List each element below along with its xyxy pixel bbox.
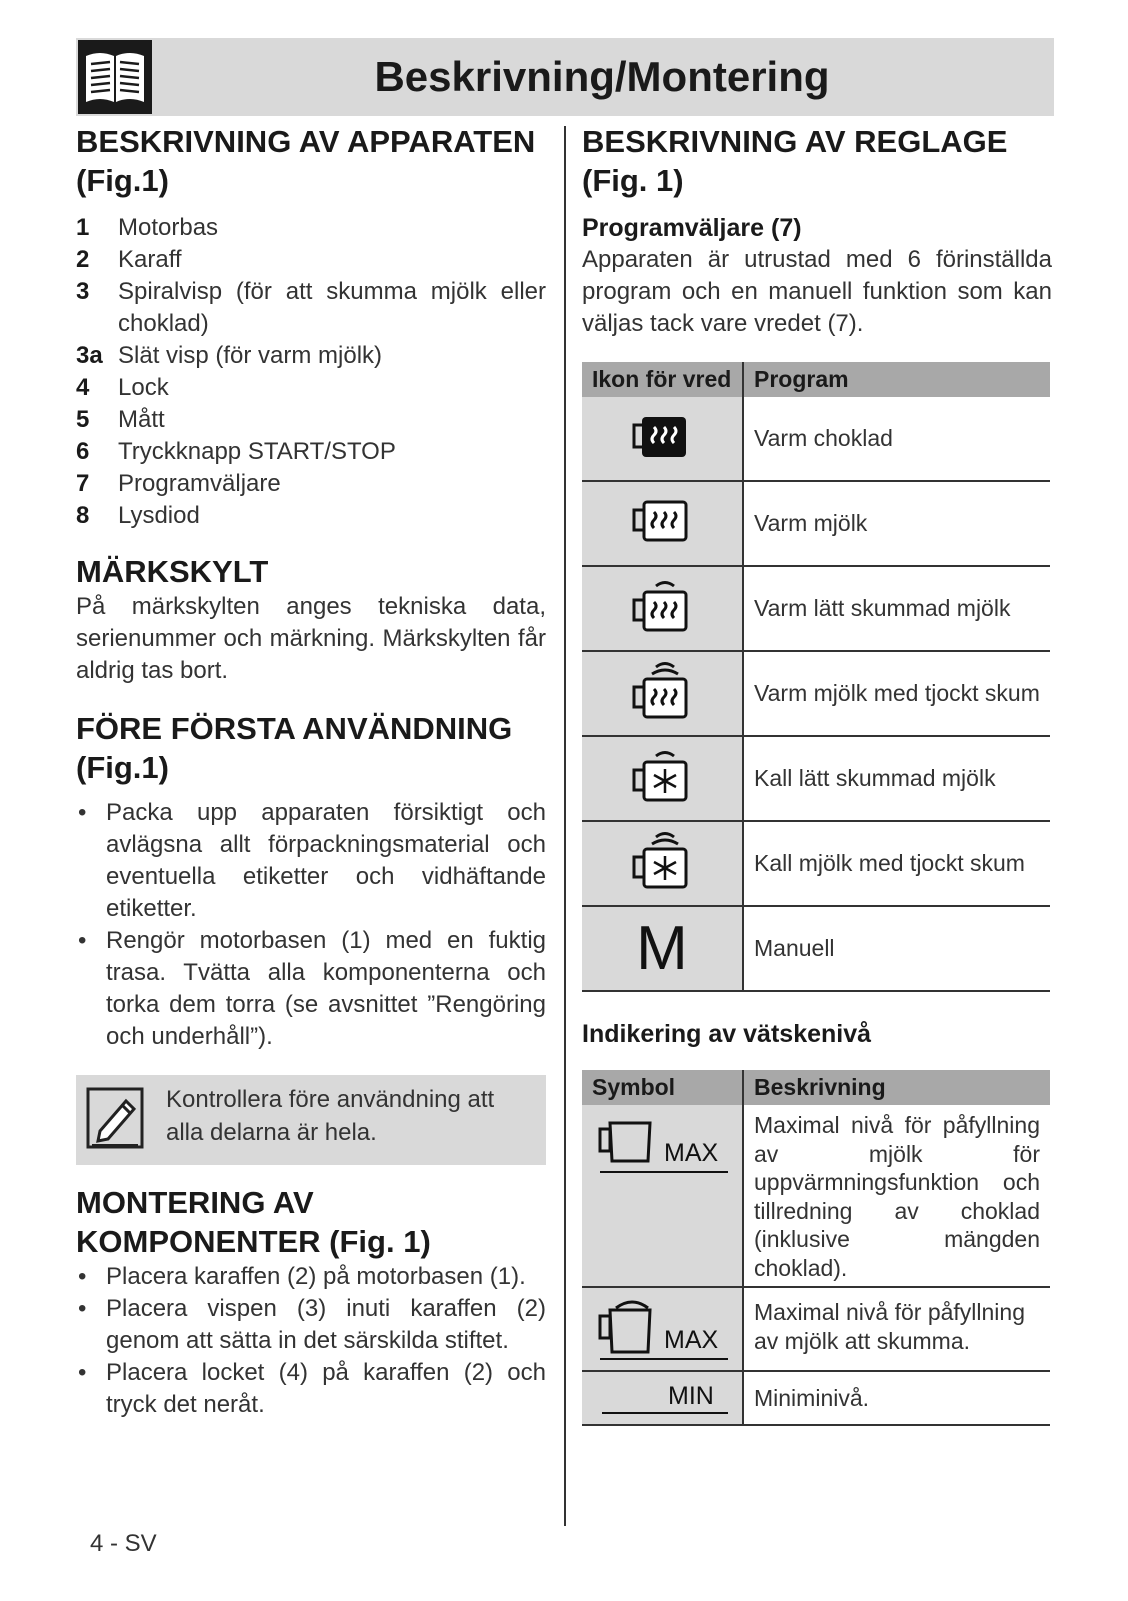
jug-max-icon: MAX bbox=[582, 1105, 743, 1287]
list-item: • Rengör motorbasen (1) med en fuktig trasa. Tvätta alla komponenterna och torka dem torra (se avsnittet ”Rengöring och underhåll”). bbox=[76, 925, 546, 1053]
first-use-list bbox=[76, 797, 546, 1053]
level-indicator-title: Indikering av vätskenivå bbox=[582, 1020, 872, 1048]
rating-plate-text: På märkskylten anges tekniska data, serienummer och märkning. Märkskylten får aldrig tas bort. bbox=[76, 593, 546, 684]
page-header bbox=[76, 38, 1054, 116]
level-description: Miniminivå. bbox=[743, 1371, 1050, 1425]
manual-m-icon: M bbox=[582, 906, 743, 991]
table-row bbox=[582, 481, 1050, 566]
list-item: 7 Programväljare bbox=[76, 470, 281, 497]
list-item: • Placera vispen (3) inuti karaffen (2) genom att sätta in det särskilda stiftet. bbox=[76, 1293, 546, 1357]
section-title-controls: BESKRIVNING AV REGLAGE (Fig. 1) bbox=[582, 124, 1008, 198]
page-number: 4 - SV bbox=[90, 1530, 157, 1557]
right-column bbox=[582, 122, 1052, 1426]
pencil-note-icon bbox=[86, 1087, 146, 1151]
list-item: 6 Tryckknapp START/STOP bbox=[76, 438, 396, 465]
program-selector-subtitle: Programväljare (7) bbox=[582, 214, 802, 242]
section-title-rating-plate: MÄRKSKYLT bbox=[76, 554, 269, 589]
table-header-icon: Ikon för vred bbox=[582, 362, 743, 397]
list-item: • Placera karaffen (2) på motorbasen (1). bbox=[76, 1261, 546, 1293]
program-table bbox=[582, 362, 1050, 992]
table-row bbox=[582, 566, 1050, 651]
list-item: 3 Spiralvisp (för att skumma mjölk eller choklad) bbox=[76, 278, 546, 337]
table-row bbox=[582, 906, 1050, 991]
hot-light-foam-icon bbox=[582, 566, 743, 651]
hot-chocolate-icon bbox=[582, 397, 743, 481]
hot-milk-icon bbox=[582, 481, 743, 566]
list-item: 5 Mått bbox=[76, 406, 165, 433]
section-title-before-first-use: FÖRE FÖRSTA ANVÄNDNING (Fig.1) bbox=[76, 711, 513, 785]
table-header-description: Beskrivning bbox=[743, 1070, 1050, 1105]
program-label: Manuell bbox=[743, 906, 1050, 991]
table-row bbox=[582, 651, 1050, 736]
cold-thick-foam-icon bbox=[582, 821, 743, 906]
program-label: Varm mjölk bbox=[743, 481, 1050, 566]
table-row bbox=[582, 1287, 1050, 1371]
program-label: Varm choklad bbox=[743, 397, 1050, 481]
program-label: Kall mjölk med tjockt skum bbox=[743, 821, 1050, 906]
table-row bbox=[582, 397, 1050, 481]
section-title-assembly: MONTERING AV KOMPONENTER (Fig. 1) bbox=[76, 1185, 431, 1259]
list-item: 1 Motorbas bbox=[76, 214, 219, 241]
assembly-list bbox=[76, 1261, 546, 1421]
open-book-icon bbox=[78, 40, 152, 114]
section-title-apparatus: BESKRIVNING AV APPARATEN (Fig.1) bbox=[76, 124, 536, 198]
hot-thick-foam-icon bbox=[582, 651, 743, 736]
list-item: 3a Slät visp (för varm mjölk) bbox=[76, 342, 383, 369]
note-box bbox=[76, 1075, 546, 1165]
table-header-program: Program bbox=[743, 362, 1050, 397]
program-label: Kall lätt skummad mjölk bbox=[743, 736, 1050, 821]
program-label: Varm mjölk med tjockt skum bbox=[743, 651, 1050, 736]
page-title: Beskrivning/Montering bbox=[374, 53, 830, 100]
parts-list bbox=[76, 212, 546, 532]
level-description: Maximal nivå för påfyllning av mjölk för uppvärmningsfunktion och tillredning av choklad (inklusive mängden choklad). bbox=[743, 1105, 1050, 1287]
left-column bbox=[76, 122, 546, 1421]
note-text: Kontrollera före användning att alla delarna är hela. bbox=[166, 1086, 495, 1146]
list-item: 8 Lysdiod bbox=[76, 502, 200, 529]
list-item: • Packa upp apparaten försiktigt och avlägsna allt förpackningsmaterial och eventuella etiketter och vidhäftande etiketter. bbox=[76, 797, 546, 925]
table-row bbox=[582, 1105, 1050, 1287]
list-item: • Placera locket (4) på karaffen (2) och tryck det neråt. bbox=[76, 1357, 546, 1421]
program-label: Varm lätt skummad mjölk bbox=[743, 566, 1050, 651]
level-description: Maximal nivå för påfyllning av mjölk att skumma. bbox=[743, 1287, 1050, 1371]
list-item: 2 Karaff bbox=[76, 246, 182, 273]
table-row bbox=[582, 821, 1050, 906]
program-selector-text: Apparaten är utrustad med 6 förinställda program och en manuell funktion som kan väljas tack vare vredet (7). bbox=[582, 246, 1052, 337]
table-header-symbol: Symbol bbox=[582, 1070, 743, 1105]
table-row bbox=[582, 1371, 1050, 1425]
list-item: 4 Lock bbox=[76, 374, 169, 401]
foam-jug-max-icon: MAX bbox=[582, 1287, 743, 1371]
column-divider bbox=[564, 126, 566, 1526]
table-row bbox=[582, 736, 1050, 821]
cold-light-foam-icon bbox=[582, 736, 743, 821]
level-table bbox=[582, 1070, 1050, 1426]
min-line-icon: MIN bbox=[582, 1371, 743, 1425]
